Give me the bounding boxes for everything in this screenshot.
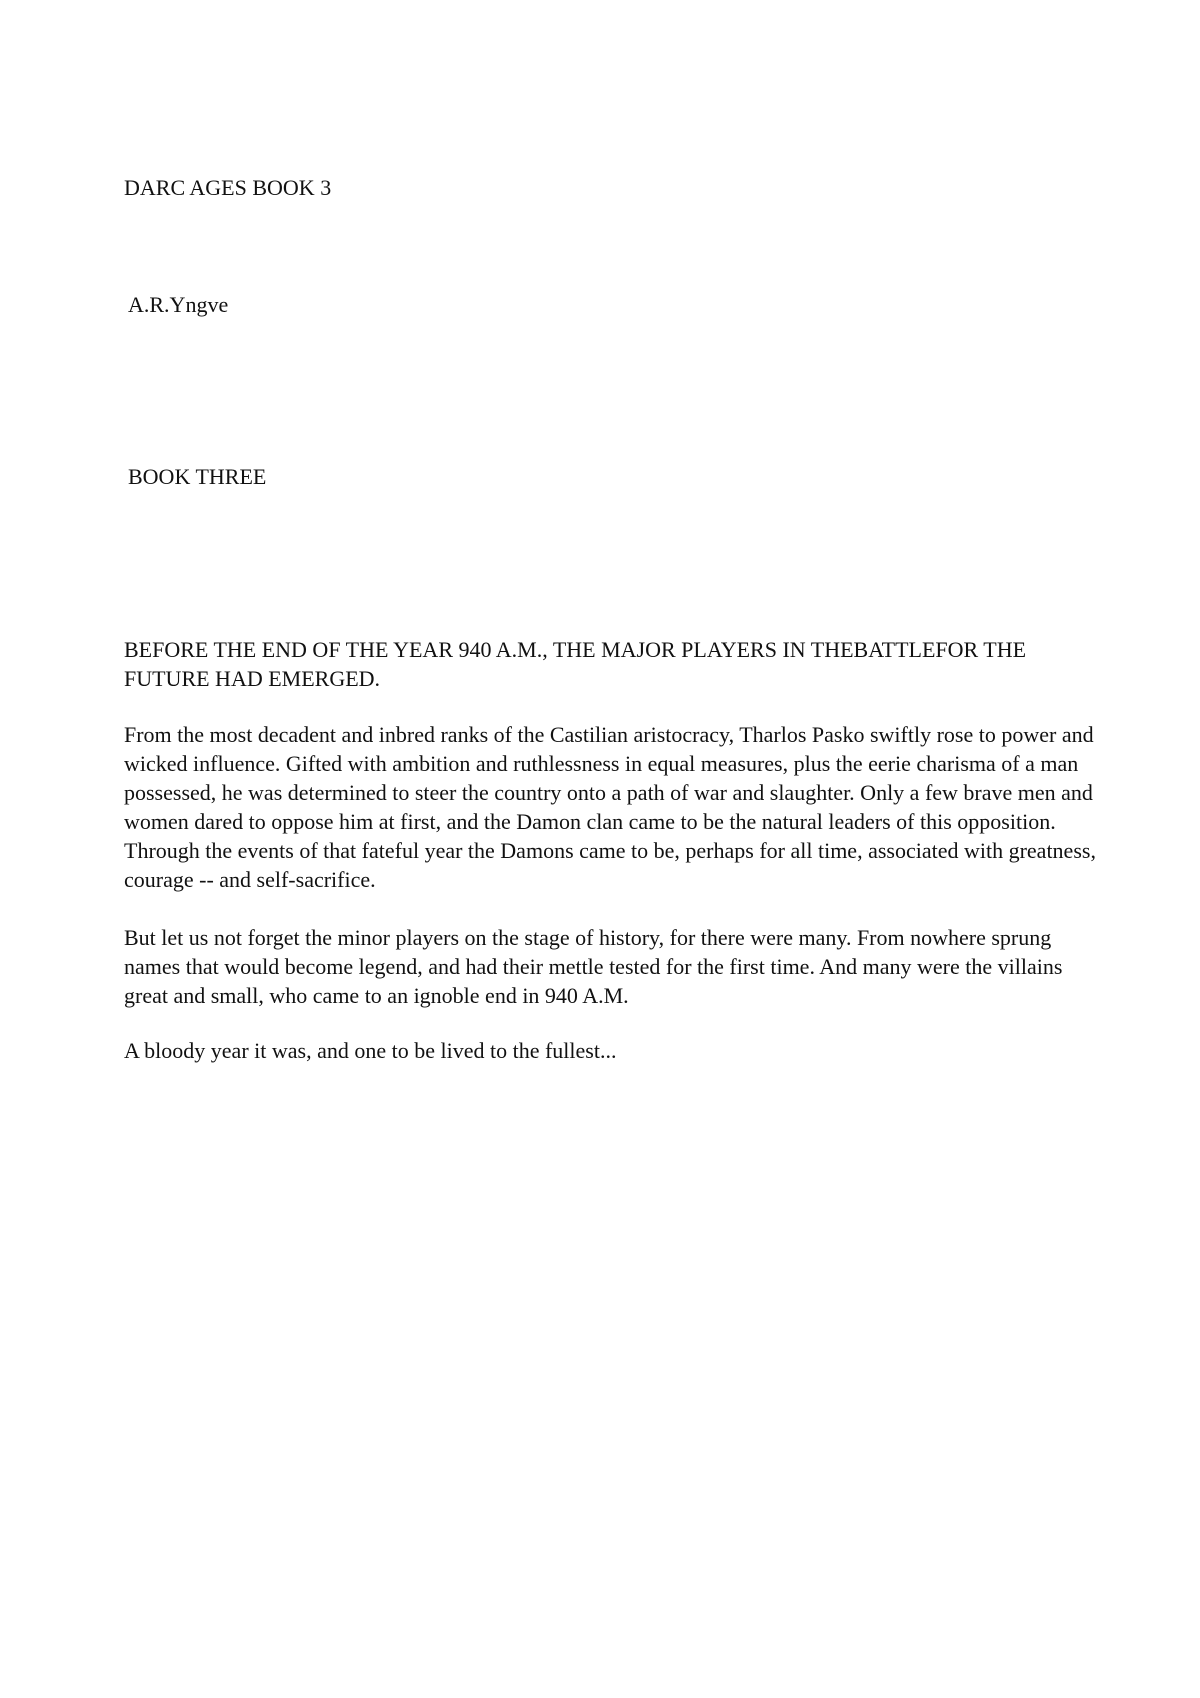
document-title: DARC AGES BOOK 3 bbox=[124, 175, 332, 200]
book-label: BOOK THREE bbox=[128, 464, 267, 489]
paragraph-2: But let us not forget the minor players on the stage of history, for there were many. From nowhere sprung names that would become legend, and had their mettle tested for the first time. And many were the villains great and small, who came to an ignoble end in 940 A.M. bbox=[124, 925, 1063, 1008]
intro-heading: BEFORE THE END OF THE YEAR 940 A.M., THE MAJOR PLAYERS IN THEBATTLEFOR THE FUTURE HAD EMERGED. bbox=[124, 637, 1027, 691]
author-name: A.R.Yngve bbox=[128, 292, 229, 317]
paragraph-1: From the most decadent and inbred ranks of the Castilian aristocracy, Tharlos Pasko swiftly rose to power and wicked influence. Gifted with ambition and ruthlessness in equal measures, plus the eerie charisma of a man possessed, he was determined to steer the country onto a path of war and slaughter. Only a few brave men and women dared to oppose him at first, and the Damon clan came to be the natural leaders of this opposition. Through the events of that fateful year the Damons came to be, perhaps for all time, associated with greatness, courage -- and self-sacrifice. bbox=[124, 722, 1096, 892]
paragraph-3: A bloody year it was, and one to be lived to the fullest... bbox=[124, 1038, 617, 1063]
